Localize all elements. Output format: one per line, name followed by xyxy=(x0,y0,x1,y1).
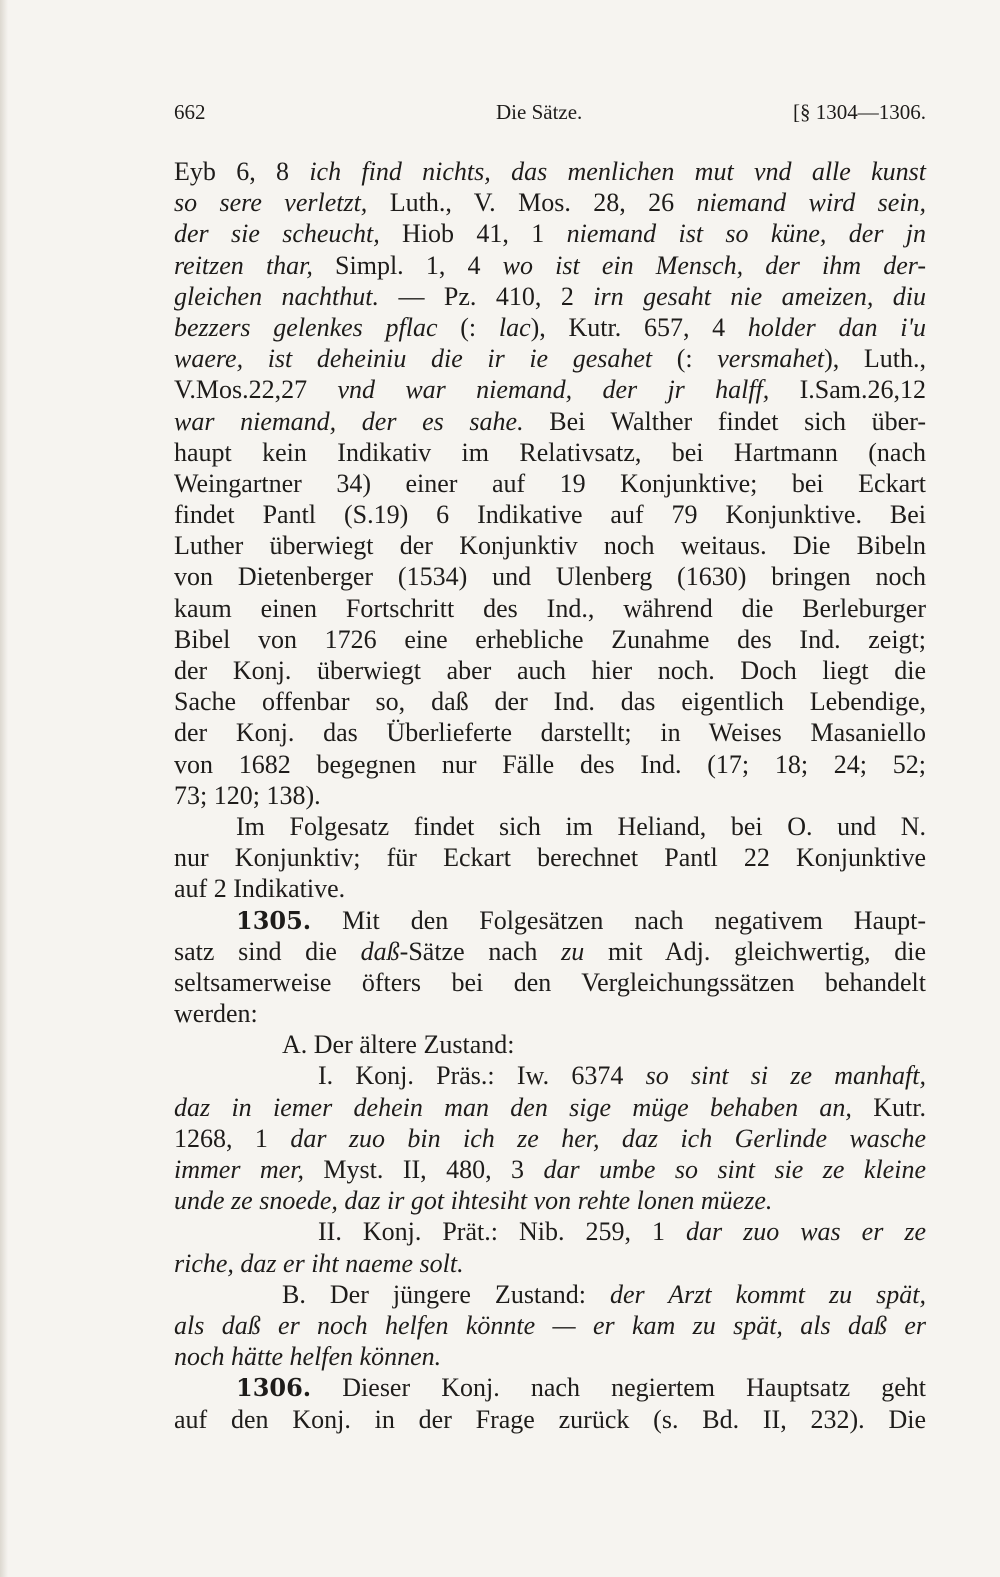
text-run: (: xyxy=(437,312,499,342)
text-line xyxy=(174,998,926,1029)
italic-text: war niemand, der es sahe. xyxy=(174,406,524,436)
text-run: (: xyxy=(652,344,718,374)
text-line xyxy=(174,187,926,218)
text-line xyxy=(174,156,926,187)
text-run: ), Kutr. 657, 4 xyxy=(530,312,748,342)
text-line xyxy=(174,873,926,904)
text-run: Luth., V. Mos. 28, 26 xyxy=(367,188,697,218)
text-run: seltsamerweise öfters bei den Vergleichungssätzen behandelt xyxy=(174,967,926,997)
text-run: 73; 120; 138). xyxy=(174,780,321,810)
italic-text: immer mer, xyxy=(174,1155,304,1184)
page-edge-shadow xyxy=(0,0,8,1577)
text-run: 1268, 1 xyxy=(174,1123,291,1153)
text-run: I.Sam.26,12 xyxy=(769,375,926,405)
italic-text: riche, daz er iht naeme solt. xyxy=(174,1248,464,1278)
section-heading-line xyxy=(174,1372,926,1403)
text-line xyxy=(174,1060,926,1091)
italic-text: dar zuo was er ze xyxy=(685,1217,927,1247)
text-line xyxy=(174,967,926,998)
italic-text: gleichen nachthut. xyxy=(174,281,380,311)
running-title: Die Sätze. xyxy=(496,100,583,124)
text-run: Dieser Konj. nach negiertem Hauptsatz geht xyxy=(311,1373,926,1403)
text-run: Bei Walther findet sich über- xyxy=(523,406,926,436)
text-run: Eyb 6, 8 xyxy=(174,157,310,186)
italic-text: lac xyxy=(498,312,531,342)
text-line xyxy=(174,1123,926,1154)
text-run: nur Konjunktiv; für Eckart berechnet Pantl 22 Konjunktive xyxy=(174,843,926,873)
text-run: der Konj. überwiegt aber auch hier noch. Doch liegt die xyxy=(174,656,926,685)
italic-text: niemand ist so küne, der jn xyxy=(566,219,927,249)
italic-text: dar zuo bin ich ze her, daz ich Gerlinde wasche xyxy=(290,1123,926,1153)
section-number: 1306. xyxy=(236,1373,312,1403)
text-run: A. Der ältere Zustand: xyxy=(282,1030,515,1060)
text-run: findet Pantl (S.19) 6 Indikative auf 79 Konjunktive. Bei xyxy=(174,500,926,530)
italic-text: daz in iemer dehein man den sige müge behaben an, xyxy=(174,1092,852,1122)
text-run: Simpl. 1, 4 xyxy=(312,250,503,280)
italic-text: ich find nichts, das menlichen mut vnd alle kunst xyxy=(309,157,927,186)
text-run: der Konj. das Überlieferte darstellt; in Weises Masaniello xyxy=(174,718,926,748)
text-line xyxy=(174,437,926,468)
text-run: satz sind die xyxy=(174,936,361,966)
italic-text: niemand wird sein, xyxy=(696,188,926,218)
text-line xyxy=(174,281,926,312)
text-line xyxy=(174,218,926,249)
text-line xyxy=(174,842,926,873)
text-run: werden: xyxy=(174,999,258,1029)
text-run: I. Konj. Präs.: Iw. 6374 xyxy=(318,1061,646,1091)
italic-text: reitzen thar, xyxy=(174,250,313,280)
italic-text: als daß er noch helfen könnte — er kam zu spät, als daß er xyxy=(174,1310,926,1340)
italic-text: versmahet xyxy=(717,344,825,374)
text-run: kaum einen Fortschritt des Ind., während die Berleburger xyxy=(174,593,926,623)
text-run: Bibel von 1726 eine erhebliche Zunahme des Ind. zeigt; xyxy=(174,624,926,654)
text-run: II. Konj. Prät.: Nib. 259, 1 xyxy=(318,1217,686,1247)
text-line xyxy=(174,561,926,592)
text-run: Myst. II, 480, 3 xyxy=(303,1155,544,1184)
italic-text: wo ist ein Mensch, der ihm der- xyxy=(502,250,926,280)
italic-text: dar umbe so sint sie ze kleine xyxy=(543,1155,926,1184)
italic-text: der Arzt kommt zu spät, xyxy=(609,1279,927,1309)
text-run: ), Luth., xyxy=(824,344,926,374)
text-run: -Sätze nach xyxy=(399,936,562,966)
text-run: von Dietenberger (1534) und Ulenberg (1630) bringen noch xyxy=(174,562,926,592)
text-line xyxy=(174,686,926,717)
subheading-line xyxy=(174,1029,926,1060)
section-number: 1305. xyxy=(236,905,312,935)
italic-text: vnd war niemand, der jr halff, xyxy=(337,375,770,405)
italic-text: so sint si ze manhaft, xyxy=(645,1061,926,1091)
text-run: auf 2 Indikative. xyxy=(174,874,346,904)
running-header xyxy=(174,100,926,130)
text-line xyxy=(174,468,926,499)
text-line xyxy=(174,1341,926,1372)
text-line xyxy=(174,811,926,842)
text-line xyxy=(174,593,926,624)
text-run: auf den Konj. in der Frage zurück (s. Bd. II, 232). Die xyxy=(174,1404,926,1434)
text-run: Mit den Folgesätzen nach negativem Haupt- xyxy=(311,905,926,935)
text-line xyxy=(174,749,926,780)
section-heading-line xyxy=(174,905,926,936)
text-line xyxy=(174,312,926,343)
text-line xyxy=(174,1404,926,1435)
italic-text: der sie scheucht, xyxy=(174,219,380,249)
text-line xyxy=(174,374,926,405)
text-line xyxy=(174,406,926,437)
text-run: Weingartner 34) einer auf 19 Konjunktive; bei Eckart xyxy=(174,468,926,498)
text-line xyxy=(174,343,926,374)
text-line xyxy=(174,717,926,748)
text-line xyxy=(174,1185,926,1216)
text-line xyxy=(174,936,926,967)
page-number: 662 xyxy=(174,100,206,124)
text-line xyxy=(174,1092,926,1123)
text-run: von 1682 begegnen nur Fälle des Ind. (17; 18; 24; 52; xyxy=(174,749,926,779)
text-line xyxy=(174,1248,926,1279)
text-run: Hiob 41, 1 xyxy=(379,219,567,249)
italic-text: holder dan i'u xyxy=(747,312,927,342)
italic-text: zu xyxy=(561,936,585,966)
text-run: Im Folgesatz findet sich im Heliand, bei O. und N. xyxy=(236,811,926,841)
text-run: B. Der jüngere Zustand: xyxy=(282,1279,610,1309)
text-run: Sache offenbar so, daß der Ind. das eigentlich Lebendige, xyxy=(174,687,926,717)
text-run: mit Adj. gleichwertig, die xyxy=(584,936,927,966)
text-line xyxy=(174,624,926,655)
text-run: — Pz. 410, 2 xyxy=(379,281,594,311)
subheading-line xyxy=(174,1279,926,1310)
text-line xyxy=(174,250,926,281)
text-line xyxy=(174,655,926,686)
text-line xyxy=(174,1310,926,1341)
italic-text: so sere verletzt, xyxy=(174,188,368,218)
text-line xyxy=(174,530,926,561)
italic-text: noch hätte helfen können. xyxy=(174,1342,442,1372)
text-run: V.Mos.22,27 xyxy=(174,375,338,405)
italic-text: daß xyxy=(360,936,400,966)
italic-text: bezzers gelenkes pflac xyxy=(174,312,438,342)
text-run: Kutr. xyxy=(851,1092,926,1122)
text-line xyxy=(174,1154,926,1185)
italic-text: unde ze snoede, daz ir got ihtesiht von rehte lonen müeze. xyxy=(174,1186,773,1216)
section-range: [§ 1304—1306. xyxy=(793,100,926,124)
text-run: Luther überwiegt der Konjunktiv noch weitaus. Die Bibeln xyxy=(174,531,926,561)
text-line xyxy=(174,499,926,530)
text-line xyxy=(174,780,926,811)
italic-text: irn gesaht nie ameizen, diu xyxy=(593,281,926,311)
text-run: haupt kein Indikativ im Relativsatz, bei Hartmann (nach xyxy=(174,437,926,467)
italic-text: waere, ist deheiniu die ir ie gesahet xyxy=(174,344,653,374)
text-line xyxy=(174,1216,926,1247)
body-text xyxy=(174,156,926,1435)
